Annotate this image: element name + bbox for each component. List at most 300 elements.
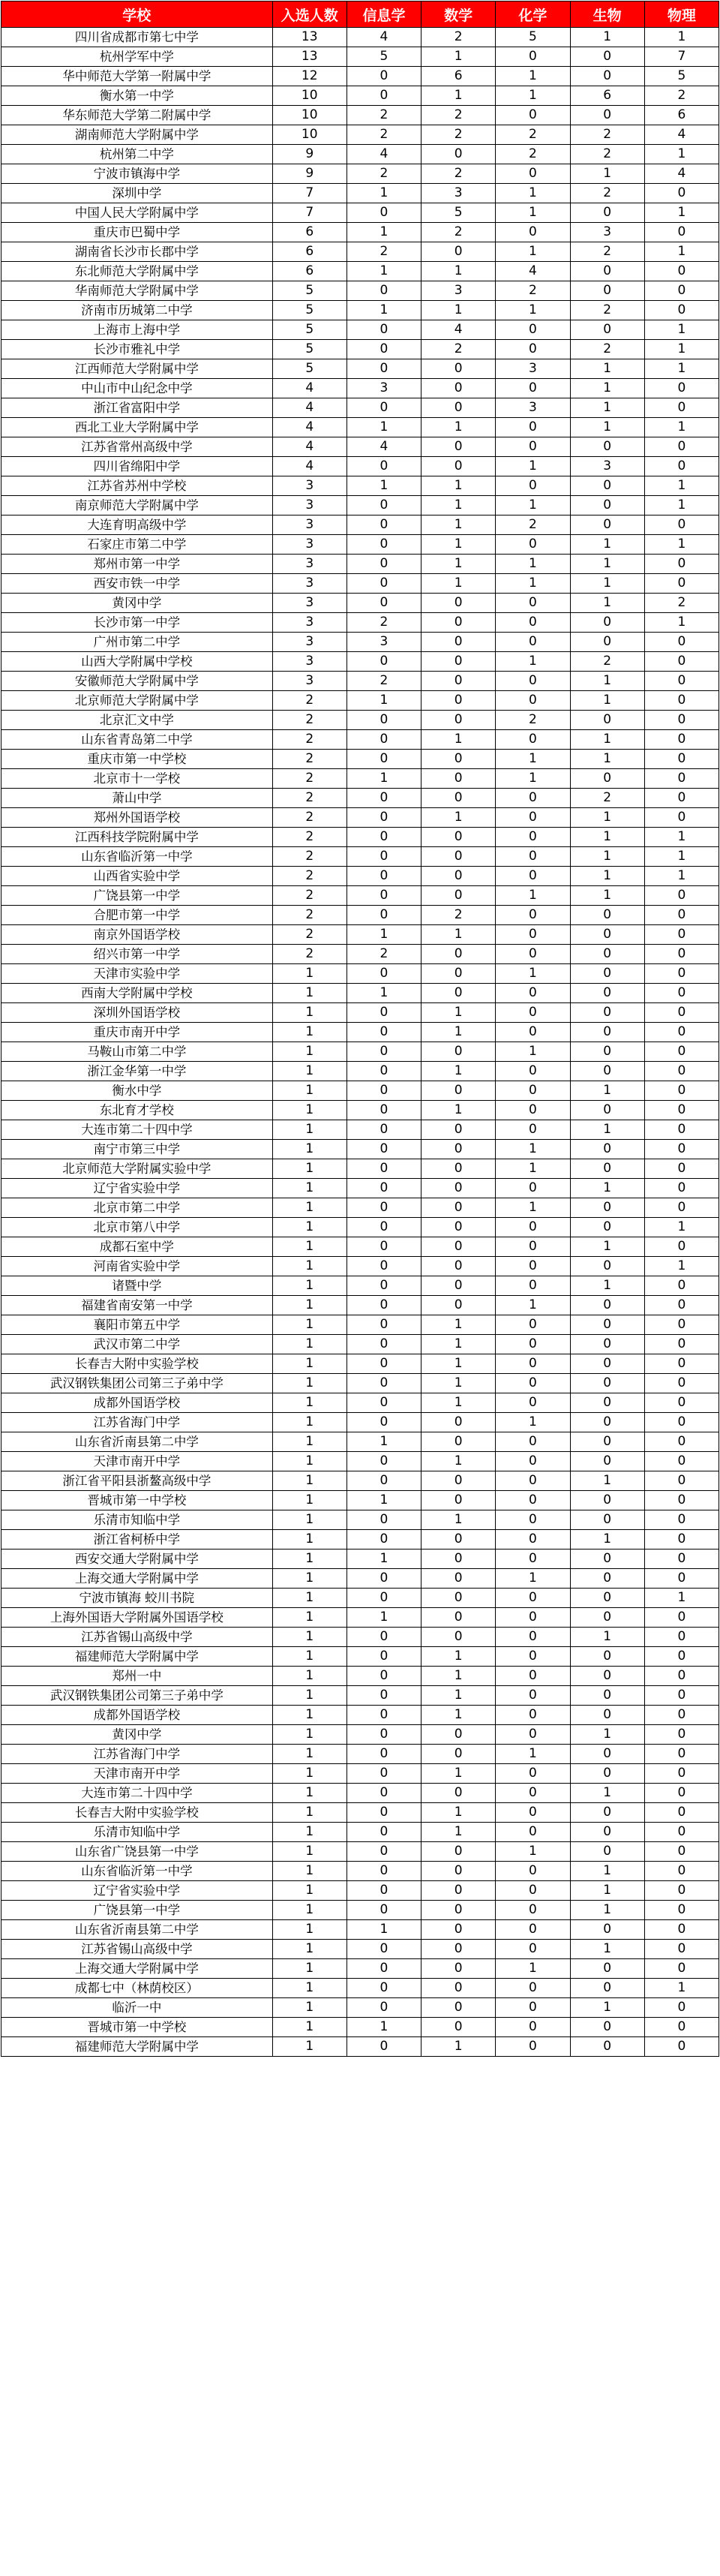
table-row <box>2 613 719 633</box>
chemistry-cell: 1 <box>496 86 570 106</box>
biology-cell: 0 <box>570 1745 644 1764</box>
chemistry-cell: 0 <box>496 320 570 340</box>
informatics-cell: 0 <box>346 1589 421 1608</box>
selected-count-cell: 4 <box>272 457 346 476</box>
school-cell: 中山市中山纪念中学 <box>2 379 273 398</box>
math-cell: 0 <box>422 886 496 906</box>
school-cell: 天津市南开中学 <box>2 1764 273 1784</box>
table-row <box>2 1023 719 1042</box>
header-biology: 生物 <box>570 2 644 28</box>
school-cell: 长春吉大附中实验学校 <box>2 1354 273 1374</box>
physics-cell: 0 <box>644 1998 718 2018</box>
biology-cell: 1 <box>570 164 644 184</box>
physics-cell: 0 <box>644 1062 718 1081</box>
math-cell: 1 <box>422 1374 496 1393</box>
informatics-cell: 0 <box>346 750 421 769</box>
math-cell: 1 <box>422 86 496 106</box>
math-cell: 0 <box>422 1042 496 1062</box>
selected-count-cell: 1 <box>272 1940 346 1959</box>
table-row <box>2 1452 719 1471</box>
informatics-cell: 0 <box>346 886 421 906</box>
informatics-cell: 0 <box>346 1647 421 1667</box>
table-row <box>2 1276 719 1296</box>
school-cell: 深圳中学 <box>2 184 273 203</box>
biology-cell: 1 <box>570 886 644 906</box>
selected-count-cell: 3 <box>272 613 346 633</box>
informatics-cell: 0 <box>346 1725 421 1745</box>
table-row <box>2 2037 719 2057</box>
chemistry-cell: 0 <box>496 1120 570 1140</box>
chemistry-cell: 1 <box>496 184 570 203</box>
physics-cell: 1 <box>644 828 718 847</box>
physics-cell: 4 <box>644 125 718 145</box>
math-cell: 1 <box>422 1452 496 1471</box>
informatics-cell: 1 <box>346 984 421 1003</box>
physics-cell: 5 <box>644 67 718 86</box>
biology-cell: 6 <box>570 86 644 106</box>
table-row <box>2 1940 719 1959</box>
physics-cell: 0 <box>644 886 718 906</box>
chemistry-cell: 0 <box>496 613 570 633</box>
biology-cell: 1 <box>570 555 644 574</box>
informatics-cell: 0 <box>346 1101 421 1120</box>
school-cell: 辽宁省实验中学 <box>2 1179 273 1198</box>
chemistry-cell: 1 <box>496 964 570 984</box>
biology-cell: 0 <box>570 945 644 964</box>
table-row <box>2 125 719 145</box>
biology-cell: 0 <box>570 516 644 535</box>
biology-cell: 1 <box>570 1179 644 1198</box>
selected-count-cell: 1 <box>272 1432 346 1452</box>
selected-count-cell: 1 <box>272 1218 346 1237</box>
physics-cell: 6 <box>644 106 718 125</box>
selected-count-cell: 1 <box>272 984 346 1003</box>
math-cell: 0 <box>422 1940 496 1959</box>
table-row <box>2 1296 719 1315</box>
chemistry-cell: 0 <box>496 808 570 828</box>
physics-cell: 0 <box>644 1667 718 1686</box>
table-row <box>2 320 719 340</box>
selected-count-cell: 3 <box>272 633 346 652</box>
informatics-cell: 0 <box>346 555 421 574</box>
math-cell: 1 <box>422 1510 496 1530</box>
biology-cell: 0 <box>570 1491 644 1510</box>
physics-cell: 0 <box>644 1296 718 1315</box>
table-row <box>2 1803 719 1823</box>
informatics-cell: 1 <box>346 418 421 437</box>
selected-count-cell: 1 <box>272 1296 346 1315</box>
selected-count-cell: 3 <box>272 476 346 496</box>
table-row <box>2 1667 719 1686</box>
biology-cell: 1 <box>570 1237 644 1257</box>
selected-count-cell: 7 <box>272 184 346 203</box>
physics-cell: 1 <box>644 242 718 262</box>
physics-cell: 0 <box>644 2037 718 2057</box>
math-cell: 2 <box>422 125 496 145</box>
math-cell: 0 <box>422 1959 496 1979</box>
selected-count-cell: 1 <box>272 1803 346 1823</box>
chemistry-cell: 0 <box>496 418 570 437</box>
informatics-cell: 1 <box>346 223 421 242</box>
physics-cell: 1 <box>644 418 718 437</box>
chemistry-cell: 0 <box>496 1784 570 1803</box>
informatics-cell: 2 <box>346 945 421 964</box>
math-cell: 1 <box>422 476 496 496</box>
biology-cell: 0 <box>570 2037 644 2057</box>
informatics-cell: 1 <box>346 769 421 789</box>
chemistry-cell: 0 <box>496 1647 570 1667</box>
chemistry-cell: 0 <box>496 1452 570 1471</box>
table-row <box>2 203 719 223</box>
physics-cell: 0 <box>644 1101 718 1120</box>
informatics-cell: 2 <box>346 672 421 691</box>
physics-cell: 0 <box>644 1023 718 1042</box>
math-cell: 1 <box>422 2037 496 2057</box>
school-cell: 晋城市第一中学校 <box>2 1491 273 1510</box>
chemistry-cell: 0 <box>496 1530 570 1550</box>
biology-cell: 1 <box>570 1784 644 1803</box>
school-cell: 东北师范大学附属中学 <box>2 262 273 281</box>
biology-cell: 0 <box>570 1686 644 1706</box>
selected-count-cell: 1 <box>272 1550 346 1569</box>
chemistry-cell: 0 <box>496 1432 570 1452</box>
informatics-cell: 4 <box>346 437 421 457</box>
biology-cell: 1 <box>570 691 644 711</box>
math-cell: 1 <box>422 925 496 945</box>
math-cell: 0 <box>422 1745 496 1764</box>
table-row <box>2 340 719 359</box>
table-row <box>2 691 719 711</box>
physics-cell: 1 <box>644 1979 718 1998</box>
math-cell: 1 <box>422 1393 496 1413</box>
school-cell: 湖南师范大学附属中学 <box>2 125 273 145</box>
table-row <box>2 476 719 496</box>
school-cell: 郑州外国语学校 <box>2 808 273 828</box>
math-cell: 0 <box>422 1881 496 1901</box>
informatics-cell: 0 <box>346 86 421 106</box>
biology-cell: 0 <box>570 1101 644 1120</box>
informatics-cell: 0 <box>346 1569 421 1589</box>
math-cell: 1 <box>422 1335 496 1354</box>
biology-cell: 1 <box>570 750 644 769</box>
selected-count-cell: 1 <box>272 1315 346 1335</box>
informatics-cell: 4 <box>346 28 421 47</box>
school-cell: 浙江省平阳县浙鳌高级中学 <box>2 1471 273 1491</box>
selected-count-cell: 1 <box>272 1081 346 1101</box>
selected-count-cell: 1 <box>272 1257 346 1276</box>
school-cell: 重庆市第一中学校 <box>2 750 273 769</box>
table-row <box>2 1569 719 1589</box>
physics-cell: 0 <box>644 1901 718 1920</box>
physics-cell: 1 <box>644 613 718 633</box>
chemistry-cell: 0 <box>496 164 570 184</box>
physics-cell: 0 <box>644 398 718 418</box>
table-row <box>2 574 719 594</box>
table-row <box>2 1120 719 1140</box>
math-cell: 1 <box>422 1023 496 1042</box>
table-row <box>2 1745 719 1764</box>
physics-cell: 0 <box>644 1842 718 1862</box>
table-row <box>2 86 719 106</box>
physics-cell: 0 <box>644 1725 718 1745</box>
chemistry-cell: 0 <box>496 1667 570 1686</box>
chemistry-cell: 1 <box>496 1842 570 1862</box>
physics-cell: 0 <box>644 1647 718 1667</box>
selected-count-cell: 1 <box>272 1023 346 1042</box>
chemistry-cell: 0 <box>496 2037 570 2057</box>
biology-cell: 0 <box>570 1764 644 1784</box>
school-cell: 江苏省苏州中学校 <box>2 476 273 496</box>
selected-count-cell: 1 <box>272 1745 346 1764</box>
math-cell: 0 <box>422 867 496 886</box>
physics-cell: 0 <box>644 457 718 476</box>
physics-cell: 0 <box>644 1003 718 1023</box>
math-cell: 2 <box>422 164 496 184</box>
chemistry-cell: 1 <box>496 886 570 906</box>
table-row <box>2 418 719 437</box>
school-cell: 江西科技学院附属中学 <box>2 828 273 847</box>
biology-cell: 2 <box>570 340 644 359</box>
selected-count-cell: 3 <box>272 652 346 672</box>
biology-cell: 1 <box>570 1725 644 1745</box>
selected-count-cell: 2 <box>272 925 346 945</box>
table-row <box>2 1218 719 1237</box>
school-cell: 江苏省锡山高级中学 <box>2 1628 273 1647</box>
math-cell: 0 <box>422 1432 496 1452</box>
biology-cell: 0 <box>570 203 644 223</box>
selected-count-cell: 1 <box>272 1725 346 1745</box>
math-cell: 0 <box>422 1081 496 1101</box>
selected-count-cell: 2 <box>272 789 346 808</box>
math-cell: 0 <box>422 145 496 164</box>
selected-count-cell: 6 <box>272 242 346 262</box>
biology-cell: 0 <box>570 1003 644 1023</box>
informatics-cell: 0 <box>346 1315 421 1335</box>
selected-count-cell: 2 <box>272 867 346 886</box>
selected-count-cell: 7 <box>272 203 346 223</box>
physics-cell: 0 <box>644 984 718 1003</box>
school-cell: 衡水中学 <box>2 1081 273 1101</box>
biology-cell: 0 <box>570 1550 644 1569</box>
physics-cell: 7 <box>644 47 718 67</box>
school-cell: 福建师范大学附属中学 <box>2 2037 273 2057</box>
selected-count-cell: 6 <box>272 262 346 281</box>
math-cell: 0 <box>422 1237 496 1257</box>
physics-cell: 0 <box>644 652 718 672</box>
biology-cell: 0 <box>570 1569 644 1589</box>
school-cell: 华南师范大学附属中学 <box>2 281 273 301</box>
selected-count-cell: 1 <box>272 1979 346 1998</box>
physics-cell: 0 <box>644 1315 718 1335</box>
chemistry-cell: 0 <box>496 672 570 691</box>
chemistry-cell: 0 <box>496 1686 570 1706</box>
table-row <box>2 886 719 906</box>
math-cell: 1 <box>422 730 496 750</box>
selected-count-cell: 3 <box>272 535 346 555</box>
school-cell: 马鞍山市第二中学 <box>2 1042 273 1062</box>
chemistry-cell: 3 <box>496 359 570 379</box>
school-cell: 天津市实验中学 <box>2 964 273 984</box>
chemistry-cell: 0 <box>496 1218 570 1237</box>
selected-count-cell: 3 <box>272 516 346 535</box>
table-row <box>2 1159 719 1179</box>
chemistry-cell: 2 <box>496 516 570 535</box>
biology-cell: 0 <box>570 1842 644 1862</box>
selected-count-cell: 1 <box>272 1510 346 1530</box>
informatics-cell: 0 <box>346 1335 421 1354</box>
school-cell: 襄阳市第五中学 <box>2 1315 273 1335</box>
table-row <box>2 184 719 203</box>
table-row <box>2 711 719 730</box>
biology-cell: 0 <box>570 1354 644 1374</box>
physics-cell: 0 <box>644 1159 718 1179</box>
biology-cell: 2 <box>570 301 644 320</box>
school-cell: 长沙市雅礼中学 <box>2 340 273 359</box>
chemistry-cell: 3 <box>496 398 570 418</box>
school-cell: 南京外国语学校 <box>2 925 273 945</box>
selected-count-cell: 1 <box>272 1823 346 1842</box>
math-cell: 0 <box>422 1589 496 1608</box>
informatics-cell: 0 <box>346 1120 421 1140</box>
selected-count-cell: 13 <box>272 47 346 67</box>
table-row <box>2 964 719 984</box>
biology-cell: 1 <box>570 1901 644 1920</box>
informatics-cell: 0 <box>346 1140 421 1159</box>
selected-count-cell: 1 <box>272 1920 346 1940</box>
biology-cell: 2 <box>570 125 644 145</box>
informatics-cell: 0 <box>346 652 421 672</box>
math-cell: 1 <box>422 574 496 594</box>
biology-cell: 1 <box>570 418 644 437</box>
biology-cell: 0 <box>570 437 644 457</box>
table-row <box>2 1959 719 1979</box>
math-cell: 1 <box>422 1803 496 1823</box>
chemistry-cell: 1 <box>496 496 570 516</box>
table-row <box>2 906 719 925</box>
physics-cell: 0 <box>644 1179 718 1198</box>
biology-cell: 0 <box>570 769 644 789</box>
informatics-cell: 0 <box>346 1959 421 1979</box>
selected-count-cell: 1 <box>272 1003 346 1023</box>
math-cell: 2 <box>422 223 496 242</box>
table-row <box>2 1901 719 1920</box>
informatics-cell: 0 <box>346 789 421 808</box>
biology-cell: 0 <box>570 1589 644 1608</box>
physics-cell: 0 <box>644 1198 718 1218</box>
school-cell: 江苏省锡山高级中学 <box>2 1940 273 1959</box>
biology-cell: 0 <box>570 711 644 730</box>
school-cell: 广饶县第一中学 <box>2 1901 273 1920</box>
math-cell: 1 <box>422 808 496 828</box>
informatics-cell: 0 <box>346 1413 421 1432</box>
math-cell: 1 <box>422 535 496 555</box>
selected-count-cell: 1 <box>272 1862 346 1881</box>
school-cell: 石家庄市第二中学 <box>2 535 273 555</box>
math-cell: 0 <box>422 711 496 730</box>
table-row <box>2 1823 719 1842</box>
selected-count-cell: 3 <box>272 555 346 574</box>
math-cell: 0 <box>422 945 496 964</box>
school-cell: 江西师范大学附属中学 <box>2 359 273 379</box>
table-row <box>2 1081 719 1101</box>
physics-cell: 0 <box>644 281 718 301</box>
school-cell: 山西大学附属中学校 <box>2 652 273 672</box>
selected-count-cell: 1 <box>272 1628 346 1647</box>
table-row <box>2 1550 719 1569</box>
chemistry-cell: 0 <box>496 1940 570 1959</box>
table-row <box>2 379 719 398</box>
biology-cell: 0 <box>570 67 644 86</box>
table-row <box>2 1003 719 1023</box>
school-cell: 西安市铁一中学 <box>2 574 273 594</box>
biology-cell: 0 <box>570 1920 644 1940</box>
informatics-cell: 0 <box>346 1706 421 1725</box>
biology-cell: 1 <box>570 28 644 47</box>
biology-cell: 0 <box>570 1159 644 1179</box>
informatics-cell: 0 <box>346 340 421 359</box>
table-row <box>2 1432 719 1452</box>
selected-count-cell: 1 <box>272 1393 346 1413</box>
math-cell: 0 <box>422 1979 496 1998</box>
physics-cell: 1 <box>644 203 718 223</box>
chemistry-cell: 1 <box>496 203 570 223</box>
chemistry-cell: 1 <box>496 555 570 574</box>
biology-cell: 0 <box>570 2018 644 2037</box>
chemistry-cell: 0 <box>496 1023 570 1042</box>
physics-cell: 0 <box>644 1745 718 1764</box>
physics-cell: 0 <box>644 945 718 964</box>
informatics-cell: 0 <box>346 457 421 476</box>
biology-cell: 0 <box>570 1647 644 1667</box>
selected-count-cell: 5 <box>272 340 346 359</box>
physics-cell: 0 <box>644 555 718 574</box>
chemistry-cell: 0 <box>496 340 570 359</box>
selected-count-cell: 12 <box>272 67 346 86</box>
physics-cell: 0 <box>644 1959 718 1979</box>
chemistry-cell: 0 <box>496 1608 570 1628</box>
school-cell: 北京市十一学校 <box>2 769 273 789</box>
biology-cell: 0 <box>570 1823 644 1842</box>
informatics-cell: 1 <box>346 301 421 320</box>
school-cell: 长沙市第一中学 <box>2 613 273 633</box>
informatics-cell: 0 <box>346 1237 421 1257</box>
school-cell: 萧山中学 <box>2 789 273 808</box>
math-cell: 0 <box>422 1725 496 1745</box>
math-cell: 0 <box>422 847 496 867</box>
math-cell: 0 <box>422 1901 496 1920</box>
school-cell: 武汉市第二中学 <box>2 1335 273 1354</box>
informatics-cell: 0 <box>346 1198 421 1218</box>
selected-count-cell: 1 <box>272 1354 346 1374</box>
table-row <box>2 1998 719 2018</box>
table-row <box>2 1589 719 1608</box>
chemistry-cell: 2 <box>496 145 570 164</box>
informatics-cell: 2 <box>346 242 421 262</box>
physics-cell: 0 <box>644 691 718 711</box>
math-cell: 2 <box>422 106 496 125</box>
school-cell: 山东省沂南县第二中学 <box>2 1432 273 1452</box>
physics-cell: 0 <box>644 769 718 789</box>
biology-cell: 0 <box>570 906 644 925</box>
table-row <box>2 1315 719 1335</box>
math-cell: 0 <box>422 1550 496 1569</box>
chemistry-cell: 1 <box>496 1042 570 1062</box>
biology-cell: 0 <box>570 1023 644 1042</box>
table-row <box>2 847 719 867</box>
chemistry-cell: 0 <box>496 1823 570 1842</box>
informatics-cell: 0 <box>346 1159 421 1179</box>
school-cell: 山西省实验中学 <box>2 867 273 886</box>
